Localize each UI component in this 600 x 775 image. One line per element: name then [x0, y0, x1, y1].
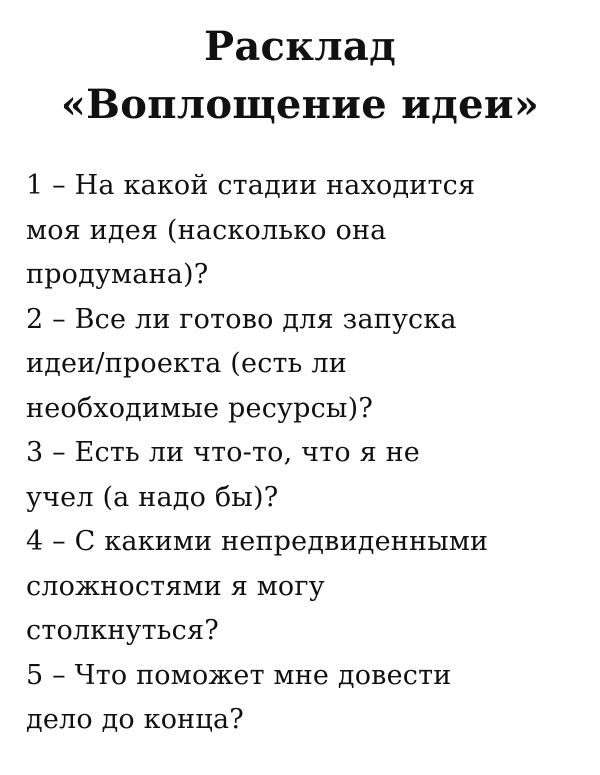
question-3 — [26, 431, 574, 520]
question-list — [26, 164, 574, 743]
question-5-line-2: дело до конца? — [26, 704, 244, 735]
question-1 — [26, 164, 574, 298]
question-3-line-1: 3 – Есть ли что-то, что я не — [26, 437, 420, 468]
question-4-line-3: столкнуться? — [26, 615, 219, 646]
title-line-2: «Воплощение идеи» — [60, 81, 540, 128]
question-1-line-1: 1 – На какой стадии находится — [26, 170, 476, 201]
question-2-line-1: 2 – Все ли готово для запуска — [26, 303, 457, 335]
question-4-line-1: 4 – С какими непредвиденными — [26, 526, 489, 557]
page-title — [26, 18, 574, 134]
question-2-line-3: необходимые ресурсы)? — [26, 392, 374, 424]
question-4-line-2: сложностями я могу — [26, 570, 325, 602]
question-3-line-2: учел (а надо бы)? — [26, 481, 279, 513]
question-5-line-1: 5 – Что поможет мне довести — [26, 659, 452, 691]
question-2-line-2: идеи/проекта (есть ли — [26, 348, 347, 379]
question-1-line-3: продумана)? — [26, 259, 209, 290]
question-4 — [26, 520, 574, 654]
title-line-1: Расклад — [203, 23, 397, 70]
question-2 — [26, 298, 574, 432]
question-5 — [26, 654, 574, 743]
question-1-line-2: моя идея (насколько она — [26, 214, 387, 246]
